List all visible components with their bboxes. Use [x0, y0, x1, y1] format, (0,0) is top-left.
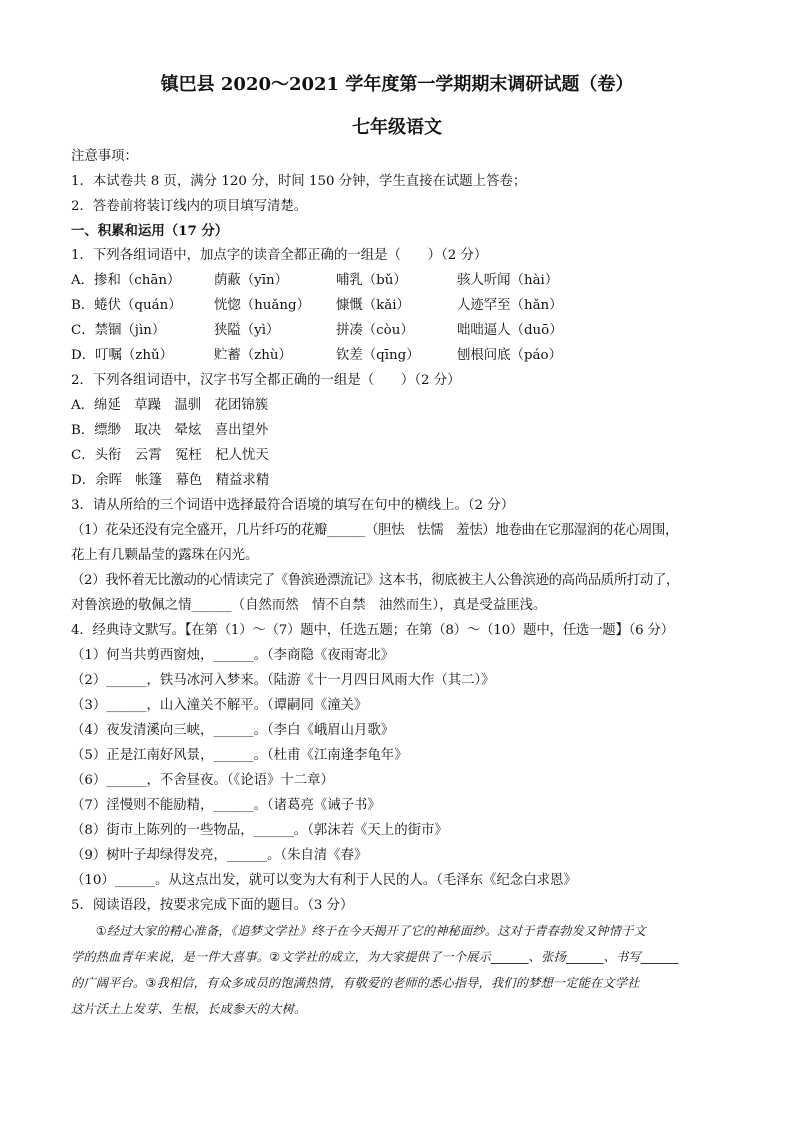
question-3-stem: 3．请从所给的三个词语中选择最符合语境的填写在句中的横线上。（2 分） — [71, 498, 515, 513]
option-word: 哺乳（bǔ） — [336, 273, 407, 288]
question-5-passage-line: 这片沃土上发芽、生根，长成参天的大树。 — [71, 1002, 307, 1016]
question-4-line: （5）正是江南好风景，______。（杜甫《江南逢李龟年》 — [71, 748, 408, 763]
option-word: 钦差（qīng） — [336, 348, 420, 363]
question-4-line: （10）______。从这点出发，就可以变为大有利于人民的人。（毛泽东《纪念白求恩》 — [71, 873, 577, 888]
question-3-line: 对鲁滨逊的敬佩之情______（自然而然 情不自禁 油然而生），真是受益匪浅。 — [71, 598, 547, 613]
question-4-line: （8）街市上陈列的一些物品，______。（郭沫若《天上的街市》 — [71, 823, 448, 838]
option-word: 慷慨（kǎi） — [336, 298, 410, 313]
option-word: 人迹罕至（hǎn） — [457, 298, 563, 313]
notice-heading: 注意事项： — [71, 149, 138, 164]
question-4-line: （1）何当共剪西窗烛，______。（李商隐《夜雨寄北》 — [71, 648, 395, 663]
question-2-stem: 2．下列各组词语中，汉字书写全都正确的一组是（ ）（2 分） — [71, 373, 461, 388]
option-word: A．掺和（chān） — [71, 273, 181, 288]
option-word: 刨根问底（páo） — [457, 348, 562, 363]
option-word: B．蜷伏（quán） — [71, 298, 182, 313]
question-4-line: （9）树叶子却绿得发亮，______。（朱自清《春》 — [71, 848, 368, 863]
option-word: 恍惚（huǎng） — [214, 298, 310, 313]
exam-subtitle: 七年级语文 — [352, 117, 442, 138]
question-5-passage-line: ①经过大家的精心准备，《追梦文学社》终于在今天揭开了它的神秘面纱。这对于青春勃发又钟情于文 — [71, 924, 646, 938]
option-word: D．叮嘱（zhǔ） — [71, 348, 173, 363]
option-word: 狭隘（yì） — [214, 323, 280, 338]
question-2-option-b: B．缥缈 取决 晕炫 喜出望外 — [71, 423, 269, 438]
notice-item: 2．答卷前将装订线内的项目填写清楚。 — [71, 199, 308, 214]
section-heading: 一、积累和运用（17 分） — [71, 223, 229, 239]
question-3-line: （2）我怀着无比激动的心情读完了《鲁滨逊漂流记》这本书，彻底被主人公鲁滨逊的高尚品质所打动了， — [71, 573, 680, 588]
option-word: 咄咄逼人（duō） — [457, 323, 563, 338]
option-word: 贮蓄（zhù） — [214, 348, 292, 363]
question-1-stem: 1．下列各组词语中，加点字的读音全都正确的一组是（ ）（2 分） — [71, 248, 488, 263]
option-word: 荫蔽（yīn） — [214, 273, 289, 288]
question-4-line: （4）夜发清溪向三峡，______。（李白《峨眉山月歌》 — [71, 723, 395, 738]
question-5-stem: 5．阅读语段，按要求完成下面的题目。（3 分） — [71, 898, 354, 913]
option-word: C．禁锢（jìn） — [71, 323, 166, 338]
option-word: 骇人听闻（hài） — [457, 273, 559, 288]
question-4-line: （2）______，铁马冰河入梦来。（陆游《十一月四日风雨大作（其二）》 — [71, 673, 495, 688]
option-word: 拼凑（còu） — [336, 323, 414, 338]
question-3-line: 花上有几颗晶莹的露珠在闪光。 — [71, 548, 259, 563]
exam-title: 镇巴县 2020～2021 学年度第一学期期末调研试题（卷） — [160, 74, 634, 95]
question-4-stem: 4．经典诗文默写。【在第（1）～（7）题中，任选五题；在第（8）～（10）题中，任选一题】（6 分） — [71, 623, 674, 638]
question-5-passage-line: 的广阔平台。③我相信，有众多成员的饱满热情，有敬爱的老师的悉心指导，我们的梦想一定能在文学社 — [71, 976, 640, 990]
question-4-line: （3）______，山入潼关不解平。（谭嗣同《潼关》 — [71, 698, 368, 713]
question-1-option-d — [71, 346, 731, 366]
question-1-option-b — [71, 296, 731, 316]
question-2-option-c: C．头衔 云霄 冤枉 杞人忧天 — [71, 448, 269, 463]
question-4-line: （6）______，不舍昼夜。（《论语》十二章） — [71, 773, 334, 788]
question-3-line: （1）花朵还没有完全盛开，几片纤巧的花瓣______（胆怯 怯懦 羞怯）地卷曲在它那湿润的花心周围， — [71, 523, 678, 538]
question-1-option-a — [71, 271, 731, 291]
question-4-line: （7）淫慢则不能励精，______。（诸葛亮《诫子书》 — [71, 798, 381, 813]
question-5-passage-line: 学的热血青年来说，是一件大喜事。②文学社的成立，为大家提供了一个展示______、张扬______、书写______ — [71, 950, 679, 964]
question-1-option-c — [71, 321, 731, 341]
question-2-option-d: D．余晖 帐篷 幕色 精益求精 — [71, 473, 270, 488]
notice-item: 1．本试卷共 8 页，满分 120 分，时间 150 分钟，学生直接在试题上答卷； — [71, 174, 527, 189]
question-2-option-a: A．绵延 草躁 温驯 花团锦簇 — [71, 398, 269, 413]
